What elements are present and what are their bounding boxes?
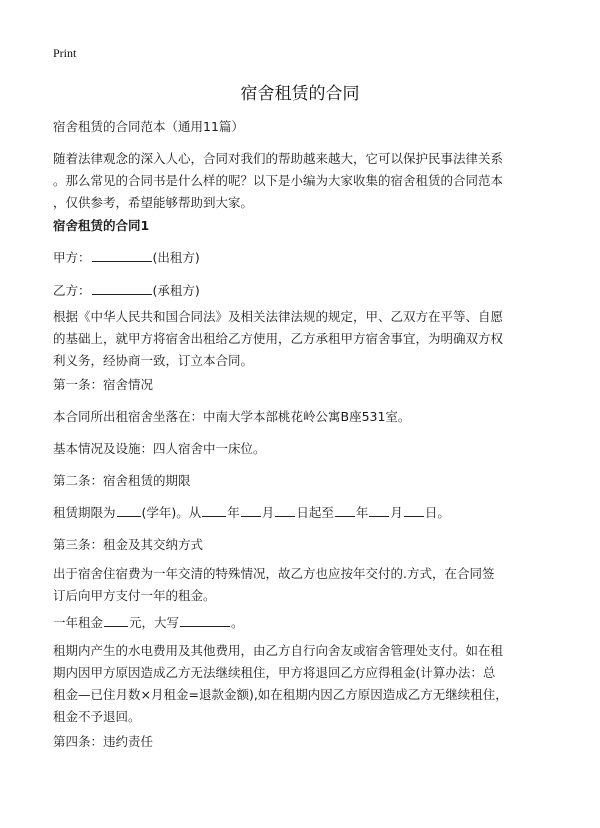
term-text: 月 [261, 505, 275, 520]
intro-paragraph [53, 148, 553, 214]
term-blank [241, 502, 261, 517]
article-4-title: 第四条：违约责任 [53, 734, 154, 749]
utilities-line: 租金—已住月数×月租金=退款金额),如在租期内因乙方原因造成乙方无继续租住， [53, 687, 508, 702]
document-subtitle: 宿舍租赁的合同范本（通用11篇） [53, 119, 244, 134]
intro-line: 随着法律观念的深入人心，合同对我们的帮助越来越大，它可以保护民事法律关系 [53, 151, 504, 166]
party-b-line [53, 280, 553, 302]
term-blank [335, 502, 355, 517]
intro-line: 。那么常见的合同书是什么样的呢？以下是小编为大家收集的宿舍租赁的合同范本 [53, 173, 504, 188]
print-label[interactable]: Print [53, 46, 77, 60]
party-b-blank [92, 280, 152, 295]
article-3-title: 第三条：租金及其交纳方式 [53, 537, 204, 552]
term-text: 月 [390, 505, 403, 520]
term-blank [369, 502, 389, 517]
party-a-blank [92, 247, 152, 262]
payment-method-line: 订后向甲方支付一年的租金。 [53, 588, 216, 603]
payment-method-paragraph [53, 563, 553, 607]
term-blank [404, 502, 424, 517]
term-blank [117, 502, 141, 517]
utilities-line: 期内因甲方原因造成乙方无法继续租住，甲方将退回乙方应得租金(计算办法：总 [53, 665, 496, 680]
party-b-suffix: (承租方) [152, 283, 200, 298]
party-a-suffix: (出租方) [152, 250, 200, 265]
term-text: 日。 [424, 505, 450, 520]
article-1-title: 第一条：宿舍情况 [53, 377, 154, 392]
term-blank [202, 502, 226, 517]
utilities-paragraph [53, 640, 553, 728]
term-blank [275, 502, 295, 517]
rent-text: 元，大写 [129, 615, 180, 630]
rent-amount-blank [104, 612, 128, 627]
term-text: 日起至 [296, 505, 334, 520]
intro-line: ，仅供参考，希望能够帮助到大家。 [53, 195, 254, 210]
section-heading: 宿舍租赁的合同1 [53, 218, 150, 233]
payment-method-line: 出于宿舍住宿费为一年交清的特殊情况，故乙方也应按年交付的.方式，在合同签 [53, 566, 495, 581]
article-2-title: 第二条：宿舍租赁的期限 [53, 473, 191, 488]
article-1-facilities: 基本情况及设施：四人宿舍中一床位。 [53, 441, 266, 456]
term-text: 年 [227, 505, 240, 520]
term-text: 租赁期限为 [53, 505, 116, 520]
party-a-line [53, 247, 553, 269]
party-b-prefix: 乙方： [53, 283, 91, 298]
party-a-prefix: 甲方： [53, 250, 91, 265]
basis-line: 的基础上，就甲方将宿舍出租给乙方使用，乙方承租甲方宿舍事宜，为明确双方权 [53, 331, 504, 346]
rent-line [53, 612, 553, 634]
basis-line: 利义务，经协商一致，订立本合同。 [53, 353, 254, 368]
rent-text: 。 [231, 615, 244, 630]
basis-paragraph [53, 306, 553, 372]
document-title: 宿舍租赁的合同 [240, 84, 360, 104]
term-line [53, 502, 553, 524]
utilities-line: 租期内产生的水电费用及其他费用，由乙方自行向舍友或宿舍管理处支付。如在租 [53, 643, 504, 658]
term-text: 年 [355, 505, 369, 520]
utilities-line: 租金不予退回。 [53, 709, 141, 724]
rent-words-blank [180, 612, 230, 627]
basis-line: 根据《中华人民共和国合同法》及相关法律法规的规定，甲、乙双方在平等、自愿 [53, 309, 504, 324]
article-1-location: 本合同所出租宿舍坐落在：中南大学本部桃花岭公寓B座531室。 [53, 409, 411, 424]
rent-text: 一年租金 [53, 615, 104, 630]
term-text: (学年)。从 [141, 505, 202, 520]
